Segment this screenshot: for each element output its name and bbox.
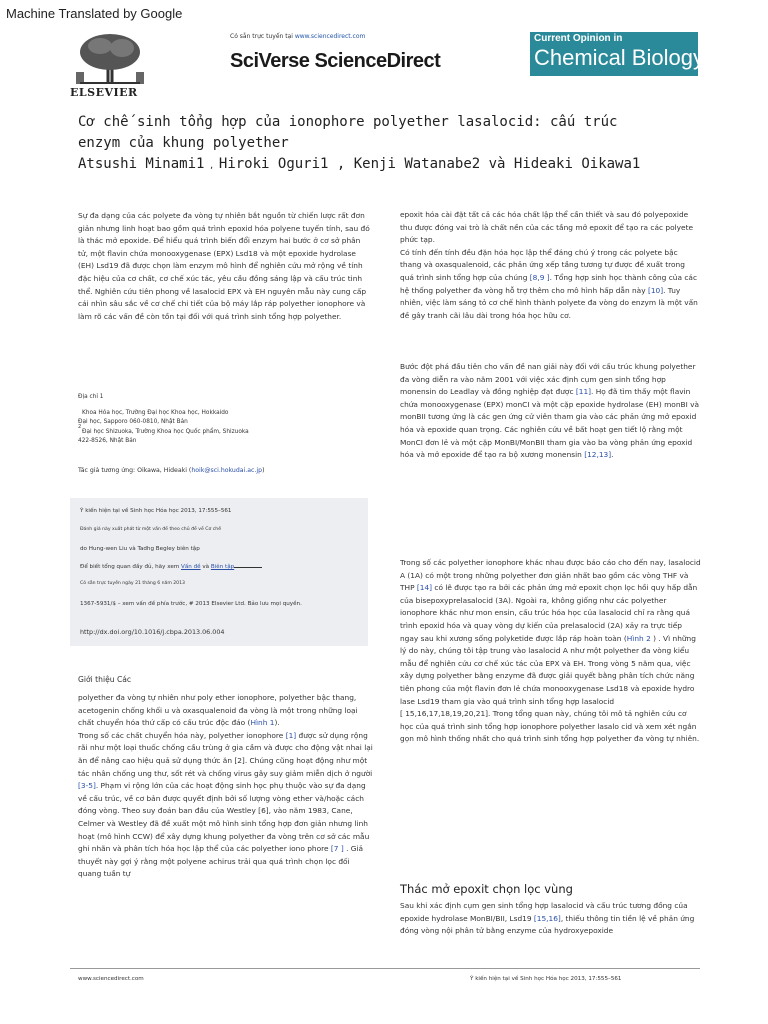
article-title: Cơ chế sinh tổng hợp của ionophore polyether lasalocid: cấu trúc enzym của khung polyether (78, 114, 618, 151)
ref-10-link[interactable]: [10] (647, 285, 664, 295)
affiliation-label: Địa chỉ 1 (78, 394, 104, 400)
corresponding-close: ) (262, 467, 265, 474)
info-section-note: Đánh giá này xuất phát từ một vấn đề theo chủ đề về Cơ chế (80, 527, 222, 532)
ref-15-21-text: [ 15,16,17,18,19,20,21] (400, 709, 489, 719)
ref-1-link[interactable]: [1] (285, 730, 297, 740)
info-overview-mid: và (200, 564, 211, 570)
ref-11-link[interactable]: [11] (575, 387, 592, 397)
right-paragraph-4: Sau khi xác định cụm gen sinh tổng hợp lasalocid và cấu trúc tương đồng của epoxide hydrolase MonBI/BII, Lsd19 [15,16], thiếu thông tin tiền lệ về phản ứng đóng vòng nội phân tử bằng enzyme của hydroxyepoxide (400, 901, 695, 936)
intro-paragraph-2: Trong số các chất chuyển hóa này, polyether ionophore [1] được sử dụng rộng rãi như một loại thuốc chống cầu trùng ở gia cầm và được cho động vật nhai lại ăn để nâng cao hiệu quả sử dụng thức ăn [2]. Chúng cũng hoạt động như một tác nhân chống ung thư, sốt rét và chống virus gây suy giảm miễn dịch ở người [3-5]. Phạm vi rộng lớn của các hoạt động sinh học phụ thuộc vào sự đa dạng về cấu trúc, về cơ bản được quyết định bởi số lượng vòng ether và/hoặc cách đóng vòng. Theo suy đoán ban đầu của Westley [6], vào năm 1983, Cane, Celmer và Westley đã đề xuất một mô hình sinh tổng hợp đơn giản nhưng linh hoạt (mô hình CCW) để xây dựng khung polyether đa vòng trên cơ sở các mẫu ghi nhãn và phân tích hóa học lập thể của các polyether iono phore [7 ] . Giả thuyết này gợi ý rằng một polyene achirus trải qua quá trình chọn lọc đối quang tuần tự (78, 730, 373, 879)
section-heading: Thác mở epoxit chọn lọc vùng (400, 882, 573, 896)
authors-rest: , Kenji Watanabe2 và Hideaki Oikawa1 (328, 156, 641, 172)
affiliation-2-line1: Đại học Shizuoka, Trường Khoa học Quốc phẩm, Shizuoka (82, 428, 249, 435)
availability-prefix: Có sẵn trực tuyến tại (230, 33, 295, 40)
author-list (78, 155, 640, 175)
editorial-link[interactable]: Biên tập (210, 564, 235, 570)
affiliations (78, 393, 370, 447)
affiliation-1-line2: Đại học, Sapporo 060-0810, Nhật Bản (78, 419, 188, 425)
info-issn: 1367-5931/$ – xem vấn đề phía trước, # 2013 Elsevier Ltd. Bảo lưu mọi quyền. (80, 601, 302, 607)
publisher-name: ELSEVIER (70, 86, 138, 99)
translation-banner (0, 0, 768, 30)
sciencedirect-link[interactable]: www.sciencedirect.com (294, 33, 366, 40)
corresponding-label: Tác giả tương ứng: Oikawa, Hideaki ( (78, 467, 192, 474)
intro-heading: Giới thiệu Các (78, 675, 132, 684)
footer-citation: Ý kiến hiện tại về Sinh học Hóa học 2013, 17:555–561 (470, 976, 622, 982)
journal-logo-line1: Current Opinion in (534, 33, 623, 44)
info-overview (80, 564, 262, 570)
footer-website: www.sciencedirect.com (78, 976, 144, 982)
doi-link[interactable]: http://dx.doi.org/10.1016/j.cbpa.2013.06.004 (80, 628, 225, 636)
platform-name: SciVerse ScienceDirect (230, 50, 441, 72)
info-citation: Ý kiến hiện tại về Sinh học Hóa học 2013, 17:555–561 (80, 508, 232, 514)
ref-8-9-link[interactable]: [8,9 ] (529, 272, 550, 282)
ref-3-5-link[interactable]: [3-5] (78, 781, 96, 791)
author-1: Atsushi Minami1 (78, 156, 205, 172)
translation-label: Machine Translated by Google (6, 6, 183, 21)
email-link[interactable]: hoik@sci.hokudai.ac.jp (191, 467, 263, 474)
availability-line (230, 33, 365, 40)
info-overview-prefix: Để biết tổng quan đầy đủ, hãy xem (80, 564, 181, 570)
abstract (78, 210, 370, 323)
corresponding-author (78, 467, 370, 474)
underline-rule (234, 567, 262, 568)
figure-1-link[interactable]: Hình 1 (250, 718, 275, 728)
journal-logo-line2: Chemical Biology (534, 45, 704, 70)
author-2: Hiroki Oguri1 (218, 156, 329, 172)
right-paragraph-1: epoxit hóa cài đặt tất cả các hóa chất lập thể cần thiết và sau đó polyepoxide thu được đóng vai trò là chất nền của các tầng mở epoxit để tạo ra các polyete phức tạp. Có tính đến tính đều đặn hóa học lập thể đáng chú ý trong các polyete bậc thang và oxasqualenoid, các phản ứng xếp tầng tương tự được đề xuất trong quá trình sinh tổng hợp của chúng [8,9 ]. Tổng hợp sinh học thành công của các hệ thống polyether đa vòng hỗ trợ thêm cho mô hình hấp dẫn này [10]. Tuy nhiên, việc làm sáng tỏ cơ chế hình thành polyete đa vòng do enzym là một vấn đề gây tranh cãi lâu dài trong hóa học hữu cơ. (400, 210, 698, 320)
abstract-text: Sự đa dạng của các polyete đa vòng tự nhiên bắt nguồn từ chiến lược rất đơn giản nhưng linh hoạt bao gồm quá trình epoxid hóa polyene tuyến tính, sau đó là thác mở epoxide. Để hiểu quá trình biến đổi enzym hai bước ở cơ sở phân tử, một flavin chứa monooxygenase (EPX) Lsd18 và một epoxide hydrolase (EH) Lsd19 đã được chọn làm enzym mô hình để nghiên cứu mở rộng về tính đặc hiệu của cơ chất, cơ chế xúc tác, yêu cầu đồng sáng lập và cấu trúc tinh thể. Nghiên cứu tiên phong về lasalocid EPX và EH nguyên mẫu này cung cấp cái nhìn sâu sắc về cơ chế chi tiết của bộ máy lắp ráp polyether ionophore và làm rõ các vấn đề còn tồn tại đối với quá trình sinh tổng hợp polyether. (78, 211, 370, 321)
affiliation-2-mark: 2 (78, 423, 82, 430)
ref-15-16-link[interactable]: [15,16] (533, 913, 561, 923)
right-paragraph-3: Trong số các polyether ionophore khác nhau được báo cáo cho đến nay, lasalocid A (1A) có một trong những polyether đơn giản nhất bao gồm các vòng THF và THP [14] có lẽ được tạo ra bởi các phản ứng mở epoxit chọn lọc hồi quy hấp dẫn của bisepoxyprelasalocid (3A). Ngoài ra, không giống như các polyether ionophore khác như mon ensin, cấu trúc hóa học của lasalocid chỉ ra rằng quá trình epoxid hóa và quay vòng dự kiến của prelasalocid (2A) xảy ra trực tiếp ngay sau khi xương sống polyketide được lắp ráp hoàn toàn (Hình 2 ) . Vì những lý do này, chúng tôi tập trung vào lasalocid A như một polyether đa vòng kiểu mẫu để nghiên cứu cơ chế xúc tác của EPX và EH. Trong vòng 5 năm qua, việc xây dựng polyether bằng enzyme đã được giải quyết bằng phân tích chức năng tiên phong của một flavin đơn lẻ chứa monooxygenase Lsd18 và epoxide hydro lase Lsd19 tham gia vào quá trình sinh tổng hợp lasalocid [ 15,16,17,18,19,20,21]. Trong tổng quan này, chúng tôi mô tả nghiên cứu cơ học của quá trình sinh tổng hợp ionophore polyether lasalo cid và xem xét ngắn gọn mô hình thống nhất cho quá trình sinh tổng hợp polyether đa vòng tự nhiên. (400, 558, 701, 744)
right-paragraph-2: Bước đột phá đầu tiên cho vấn đề nan giải này đối với cấu trúc khung polyether đa vòng diễn ra vào năm 2001 với việc xác định cụm gen sinh tổng hợp monensin do Leadlay và đồng nghiệp đạt được [11]. Họ đã tìm thấy một flavin chứa monooxygenase (EPX) monCI và một cặp epoxide hydrolase (EH) monBI và monBII tương ứng là các gen ứng cử viên tham gia vào các phản ứng mở epoxid hóa và epoxide quan trọng. Các nghiên cứu về bất hoạt gen tiết lộ rằng một MonCI đơn lẻ và một cặp MonBI/MonBII tham gia vào ba vòng phản ứng epoxid hóa và mở epoxide để tạo ra bộ xương monensin [12,13]. (400, 362, 700, 460)
figure-2-link[interactable]: Hình 2 (626, 633, 651, 643)
ref-7-link[interactable]: [7 ] (330, 844, 344, 854)
author-separator: , (204, 161, 219, 170)
article-info-box (70, 498, 368, 646)
intro-text (78, 692, 374, 881)
info-online-date: Có sẵn trực tuyến ngày 21 tháng 6 năm 2013 (80, 581, 185, 586)
info-editors: do Hung-wen Liu và Tadhg Begley biên tập (80, 546, 200, 552)
issue-link[interactable]: Vấn đề (181, 564, 201, 570)
footer-rule (70, 968, 700, 969)
ref-12-13-link[interactable]: [12,13] (584, 450, 612, 460)
affiliation-1-line1: Khoa Hóa học, Trường Đại học Khoa học, Hokkaido (82, 409, 229, 416)
ref-14-link[interactable]: [14] (416, 583, 433, 593)
intro-paragraph-1: polyether đa vòng tự nhiên như poly ether ionophore, polyether bậc thang, acetogenin chống khối u và oxasqualenoid đa vòng là một trong những loại chất chuyển hóa thứ cấp có cấu trúc độc đáo (Hình 1). (78, 693, 358, 728)
affiliation-2-line2: 422-8526, Nhật Bản (78, 438, 137, 444)
